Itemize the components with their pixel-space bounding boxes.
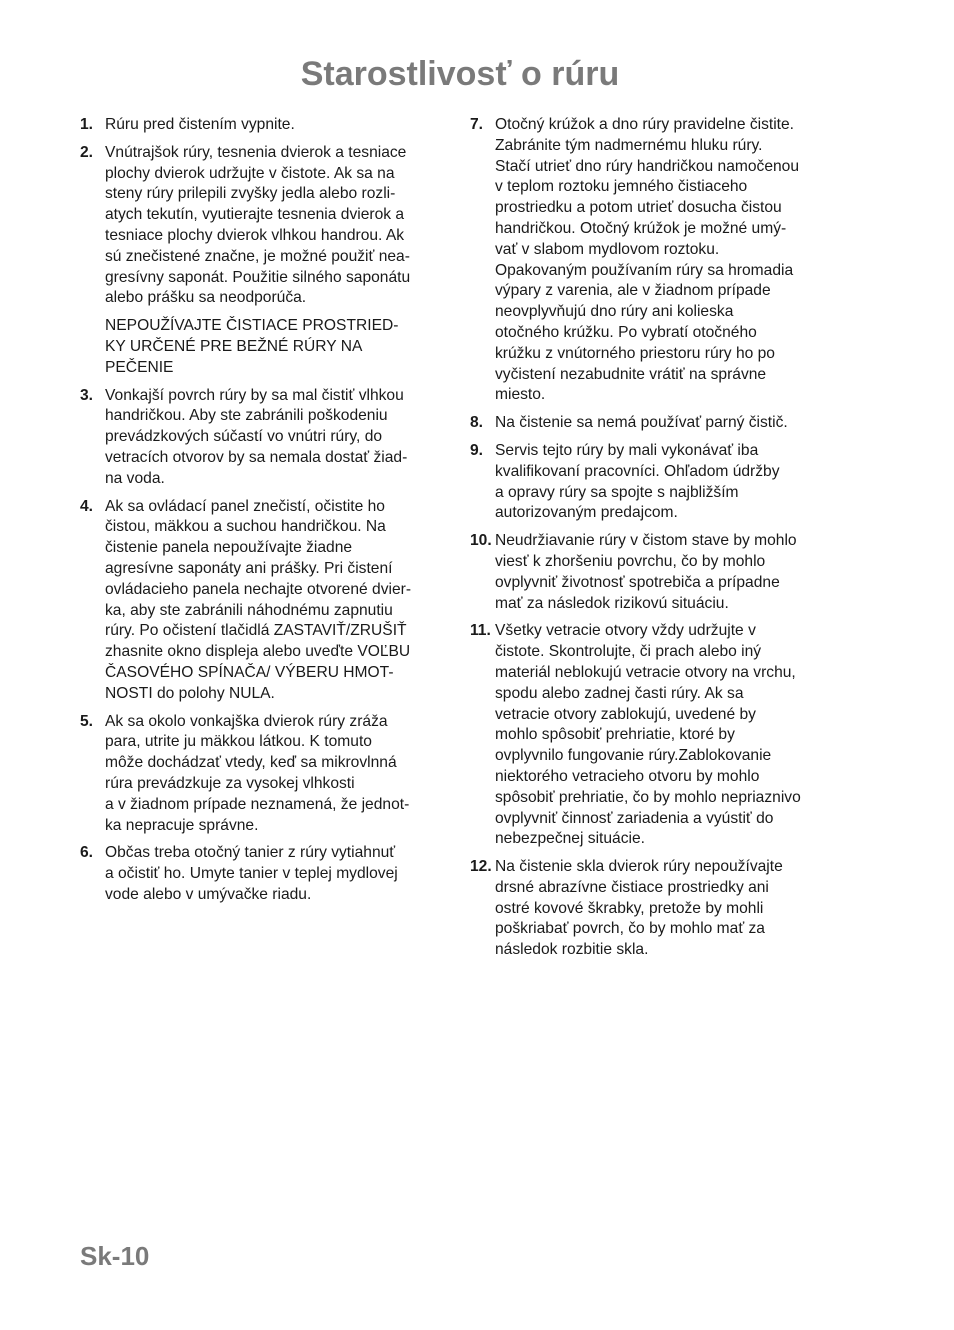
item-body — [105, 143, 452, 379]
item-number: 6. — [80, 844, 94, 862]
list-item — [80, 712, 452, 837]
item-number: 5. — [80, 712, 94, 730]
item-text: Neudržiavanie rúry v čistom stave by mohlo viesť k zhoršeniu povrchu, čo by mohlo ovplyvniť životnosť spotrebiča a prípadne mať za následok rizikovú situáciu. — [495, 532, 797, 612]
item-body — [495, 115, 842, 406]
item-warning: NEPOUŽÍVAJTE ČISTIACE PROSTRIED- KY URČENÉ PRE BEŽNÉ RÚRY NA PEČENIE — [105, 317, 399, 376]
item-number: 9. — [470, 441, 484, 459]
item-text: Všetky vetracie otvory vždy udržujte v čistote. Skontrolujte, či prach alebo iný materiál neblokujú vetracie otvory na vrchu, spodu alebo zadnej časti rúry. Ak sa vetracie otvory zablokujú, uvedené by mohlo spôsobiť prehriatie, ktoré by ovplyvnilo fungovanie rúry.Zablokovanie niektorého vetracieho otvoru by mohlo spôsobiť prehriatie, čo by mohlo nepriaznivo ovplyvniť činnosť zariadenia a vyústiť do nebezpečnej situácie. — [495, 622, 801, 848]
item-number: 3. — [80, 386, 94, 404]
item-body — [105, 115, 452, 136]
item-body — [495, 441, 842, 524]
list-item — [80, 497, 452, 705]
item-text: Na čistenie sa nemá používať parný čistič. — [495, 414, 788, 432]
item-text: Vonkajší povrch rúry by sa mal čistiť vlhkou handričkou. Aby ste zabránili poškodeniu prevádzkových súčastí vo vnútri rúry, do vetracích otvorov by sa nemala dostať žiad- na voda. — [105, 386, 408, 487]
list-item — [80, 386, 452, 490]
item-text: Ak sa okolo vonkajška dvierok rúry zráža para, utrite ju mäkkou látkou. K tomuto môže dochádzať vtedy, keď sa mikrovlnná rúra prevádzkuje za vysokej vlhkosti a v žiadnom prípade neznamená, že jednot- ka nepracuje správne. — [105, 712, 410, 834]
page-title: Starostlivosť o rúru — [300, 55, 620, 93]
list-item — [470, 857, 842, 961]
item-number: 4. — [80, 497, 94, 515]
list-item — [470, 441, 842, 524]
item-body — [105, 843, 452, 905]
list-item — [80, 115, 452, 136]
item-number: 1. — [80, 116, 94, 133]
item-text: Rúru pred čistením vypnite. — [105, 116, 295, 133]
item-body — [105, 497, 452, 705]
item-body — [495, 857, 842, 961]
item-body — [495, 621, 842, 850]
item-body — [495, 531, 842, 614]
item-number: 7. — [470, 116, 484, 133]
item-body — [105, 386, 452, 490]
item-number: 11. — [470, 622, 491, 640]
list-item — [80, 843, 452, 905]
list-item — [470, 413, 842, 434]
item-text: Na čistenie skla dvierok rúry nepoužívajte drsné abrazívne čistiace prostriedky ani ostré kovové škrabky, pretože by mohli poškriabať povrch, čo by mohlo mať za následok rozbitie skla. — [495, 858, 783, 959]
left-column — [80, 115, 452, 913]
list-item — [470, 621, 842, 850]
item-number: 8. — [470, 414, 484, 432]
item-text: Vnútrajšok rúry, tesnenia dvierok a tesniace plochy dvierok udržujte v čistote. Ak sa na steny rúry prilepili zvyšky jedla alebo rozli- atych tekutín, vyutierajte tesnenia dvierok a tesniace plochy dvierok vlhkou handrou. Ak sú znečistené značne, je možné použiť nea- gresívny saponát. Použitie silného saponátu alebo prášku sa neodporúča. — [105, 143, 411, 307]
item-number: 10. — [470, 532, 492, 550]
list-item — [80, 143, 452, 379]
item-text: Občas treba otočný tanier z rúry vytiahnuť a očistiť ho. Umyte tanier v teplej mydlovej vode alebo v umývačke riadu. — [105, 844, 398, 903]
item-text: Otočný krúžok a dno rúry pravidelne čistite. Zabránite tým nadmernému hluku rúry. Stačí utrieť dno rúry handričkou namočenou v teplom roztoku jemného čistiaceho prostriedku a potom utrieť dosucha čistou handričkou. Otočný krúžok je možné umý- vať v slabom mydlovom roztoku. Opakovaným používaním rúry sa hromadia výpary z varenia, ale v žiadnom prípade neovplyvňujú dno rúry ani kolieska otočného krúžku. Po vybratí otočného krúžku z vnútorného priestoru rúry ho po vyčistení nezabudnite vrátiť na správne miesto. — [495, 116, 800, 404]
list-item — [470, 115, 842, 406]
item-body — [495, 413, 842, 434]
right-column — [470, 115, 842, 968]
page-number: Sk-10 — [80, 1241, 150, 1271]
list-item — [470, 531, 842, 614]
item-number: 2. — [80, 143, 94, 161]
item-number: 12. — [470, 858, 492, 876]
item-body — [105, 712, 452, 837]
item-text: Ak sa ovládací panel znečistí, očistite ho čistou, mäkkou a suchou handričkou. Na čistenie panela nepoužívajte žiadne agresívne saponáty ani prášky. Pri čistení ovládacieho panela nechajte otvorené dvier- ka, aby ste zabránili náhodnému zapnutiu rúry. Po očistení tlačidlá ZASTAVIŤ/ZRUŠIŤ zhasnite okno displeja alebo uveďte VOĽBU ČASOVÉHO SPÍNAČA/ VÝBERU HMOT- NOSTI do polohy NULA. — [105, 497, 412, 702]
item-text: Servis tejto rúry by mali vykonávať iba kvalifikovaní pracovníci. Ohľadom údržby a opravy rúry sa spojte s najbližším autorizovaným predajcom. — [495, 441, 780, 522]
